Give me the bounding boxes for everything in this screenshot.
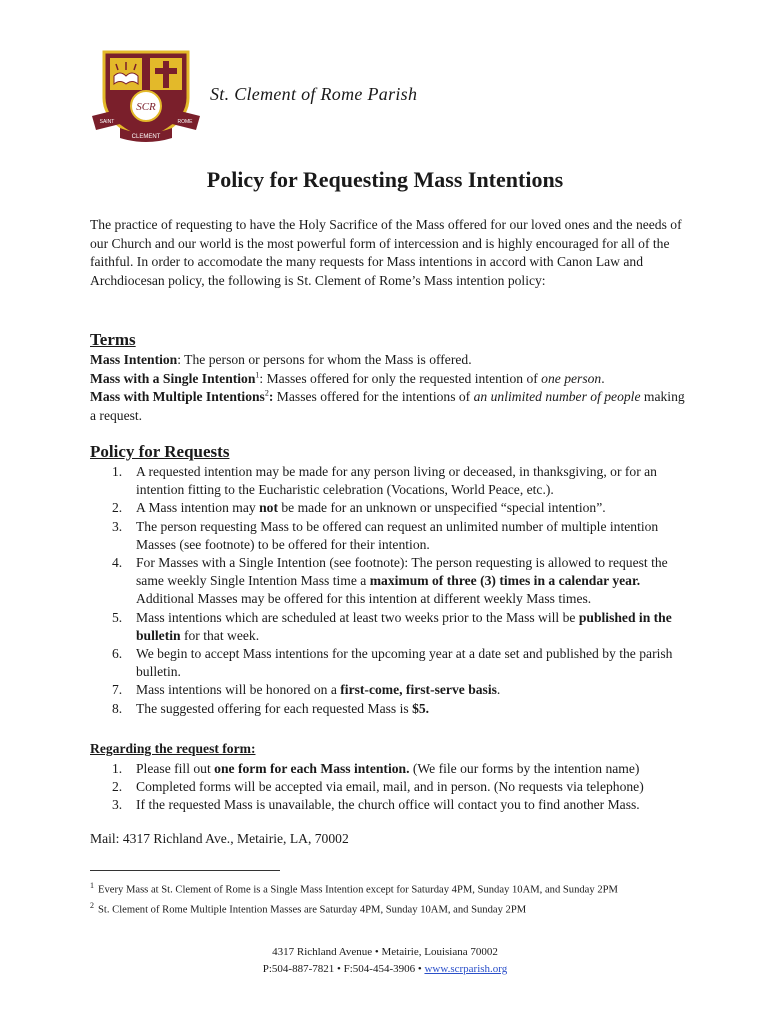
list-item bbox=[90, 778, 690, 796]
list-text: Additional Masses may be offered for this intention at different weekly Mass times. bbox=[136, 591, 592, 607]
term-definition: : Masses offered for only the requested intention of bbox=[259, 370, 542, 386]
term-emphasis: an unlimited number of people bbox=[473, 389, 641, 405]
request-form-heading: Regarding the request form: bbox=[90, 741, 256, 756]
list-number: 5. bbox=[112, 609, 123, 625]
term-label: Mass with a Single Intention bbox=[90, 370, 256, 386]
list-item bbox=[90, 645, 690, 681]
list-number: 2. bbox=[112, 500, 123, 516]
term-emphasis: one person bbox=[541, 370, 602, 386]
list-number: 2. bbox=[112, 779, 123, 795]
crest-ribbon-bottom: CLEMENT bbox=[131, 134, 161, 140]
page-title: Policy for Requesting Mass Intentions bbox=[206, 167, 564, 192]
intro-paragraph: The practice of requesting to have the Holy Sacrifice of the Mass offered for our loved ones and the needs of our Church and our world is the most powerful form of intercession and is highly encouraged for all of the faithful. In order to accomodate the many requests for Mass intentions in accord with Canon Law and Archdiocesan policy, the following is St. Clement of Rome’s Mass intention policy: bbox=[90, 217, 682, 288]
footnote-mark: 1 bbox=[90, 881, 94, 890]
list-item bbox=[90, 463, 690, 499]
list-item bbox=[90, 609, 690, 645]
list-text: Please fill out bbox=[136, 761, 215, 776]
footer-contact bbox=[0, 961, 770, 978]
term-end: making a request. bbox=[90, 389, 685, 423]
footnote-mark: 2 bbox=[90, 900, 94, 910]
terms-section bbox=[90, 351, 690, 425]
crest-ribbon-left: SAINT bbox=[99, 119, 115, 125]
list-text: If the requested Mass is unavailable, the church office will contact you to find another Mass. bbox=[136, 797, 640, 813]
list-text: We begin to accept Mass intentions for the upcoming year at a date set and published by the parish bulletin. bbox=[136, 646, 673, 680]
term-label: Mass with Multiple Intentions bbox=[90, 389, 265, 405]
list-item bbox=[90, 760, 690, 778]
footnote-ref: 1 bbox=[255, 370, 260, 380]
term-multiple-intentions bbox=[90, 388, 690, 425]
list-item bbox=[90, 518, 690, 554]
page-footer bbox=[0, 944, 770, 978]
footnote-2 bbox=[90, 898, 680, 918]
request-form-list bbox=[90, 760, 690, 815]
footnotes bbox=[90, 878, 680, 917]
list-text: . bbox=[496, 682, 501, 698]
footnote-divider bbox=[90, 870, 280, 871]
list-item bbox=[90, 681, 690, 699]
list-number: 1. bbox=[112, 761, 123, 776]
list-bold: published in the bulletin bbox=[136, 609, 672, 643]
crest-monogram: SCR bbox=[136, 101, 156, 113]
list-text: A Mass intention may bbox=[136, 500, 260, 516]
footnote-ref: 2 bbox=[264, 388, 269, 398]
list-text: A requested intention may be made for any person living or deceased, in thanksgiving, or for an intention fitting to the Eucharistic celebration (Vocations, World Peace, etc.). bbox=[136, 464, 657, 498]
list-number: 1. bbox=[112, 464, 123, 479]
list-text: be made for an unknown or unspecified “special intention”. bbox=[277, 500, 606, 516]
list-bold: $5. bbox=[412, 700, 430, 716]
website-link[interactable]: www.scrparish.org bbox=[424, 963, 508, 975]
list-item bbox=[90, 554, 690, 609]
footer-phones: P:504-887-7821 • F:504-454-3906 • bbox=[262, 963, 425, 975]
list-text: Completed forms will be accepted via email, mail, and in person. (No requests via telephone) bbox=[136, 779, 644, 795]
mail-address: Mail: 4317 Richland Ave., Metairie, LA, 70002 bbox=[90, 831, 349, 846]
list-bold: first-come, first-serve basis bbox=[340, 682, 497, 698]
list-bold: not bbox=[259, 500, 278, 516]
term-single-intention bbox=[90, 370, 690, 389]
footnote-text: St. Clement of Rome Multiple Intention Masses are Saturday 4PM, Sunday 10AM, and Sunday 2PM bbox=[98, 904, 527, 916]
term-colon: : bbox=[268, 389, 274, 405]
term-definition: Masses offered for the intentions of bbox=[273, 389, 474, 405]
term-mass-intention bbox=[90, 351, 690, 370]
footer-address: 4317 Richland Avenue • Metairie, Louisiana 70002 bbox=[272, 946, 498, 958]
parish-name: St. Clement of Rome Parish bbox=[210, 84, 418, 104]
list-text: Mass intentions will be honored on a bbox=[136, 682, 341, 698]
list-bold: one form for each Mass intention. bbox=[214, 761, 410, 776]
terms-heading: Terms bbox=[90, 330, 136, 349]
term-label: Mass Intention bbox=[90, 352, 178, 367]
crest-ribbon-right: ROME bbox=[177, 119, 193, 125]
policy-list bbox=[90, 463, 690, 718]
list-text: The suggested offering for each requested Mass is bbox=[136, 700, 413, 716]
list-text: (We file our forms by the intention name) bbox=[409, 761, 640, 776]
list-item bbox=[90, 700, 690, 718]
list-item bbox=[90, 499, 690, 517]
list-number: 8. bbox=[112, 700, 123, 716]
footnote-text: Every Mass at St. Clement of Rome is a Single Mass Intention except for Saturday 4PM, Sunday 10AM, and Sunday 2PM bbox=[98, 884, 618, 896]
list-number: 6. bbox=[112, 646, 123, 662]
parish-crest-logo bbox=[90, 46, 202, 146]
footnote-1 bbox=[90, 878, 680, 898]
list-text: For Masses with a Single Intention (see footnote): The person requesting is allowed to request the same weekly Single Intention Mass time a bbox=[136, 555, 668, 589]
list-text: Mass intentions which are scheduled at least two weeks prior to the Mass will be bbox=[136, 609, 579, 625]
list-number: 4. bbox=[112, 555, 123, 571]
term-end: . bbox=[601, 370, 605, 386]
list-number: 3. bbox=[112, 797, 123, 813]
list-bold: maximum of three (3) times in a calendar year. bbox=[369, 573, 641, 589]
list-number: 3. bbox=[112, 518, 123, 534]
list-text: for that week. bbox=[180, 627, 260, 643]
list-text: The person requesting Mass to be offered can request an unlimited number of multiple intention Masses (see footnote) to be offered for their intention. bbox=[136, 518, 659, 552]
list-item bbox=[90, 796, 690, 814]
term-definition: : The person or persons for whom the Mass is offered. bbox=[177, 352, 472, 367]
list-number: 7. bbox=[112, 682, 123, 698]
policy-heading: Policy for Requests bbox=[90, 442, 230, 461]
